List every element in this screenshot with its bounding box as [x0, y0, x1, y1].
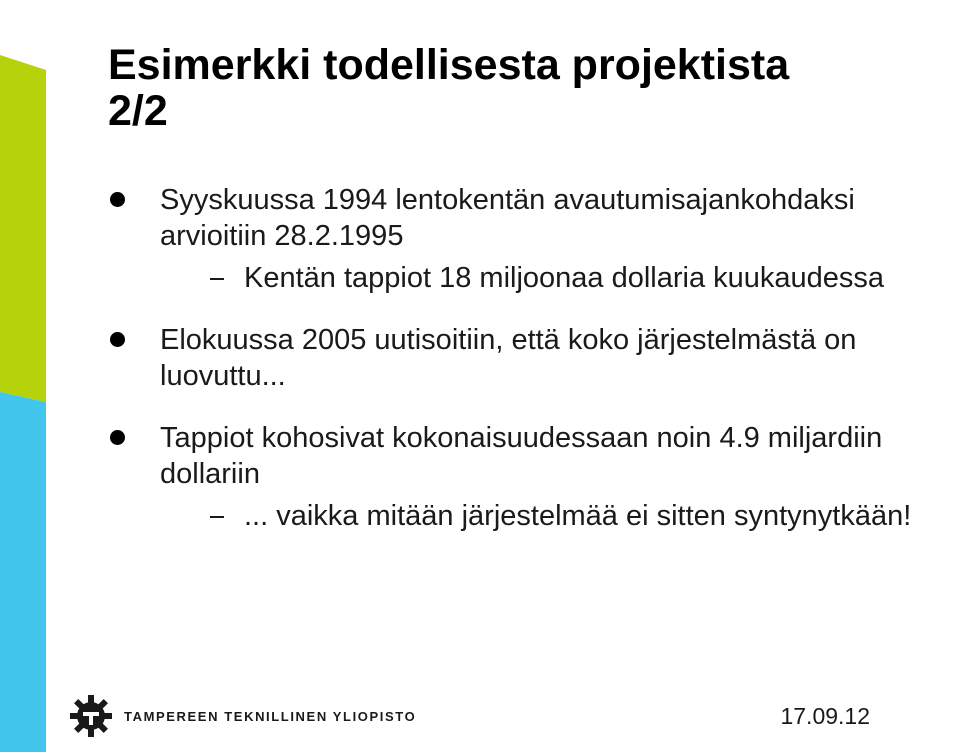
university-logo	[68, 692, 416, 740]
page-title	[108, 42, 948, 134]
bullet-item	[108, 420, 958, 534]
sub-bullet-item	[160, 260, 958, 296]
logo-text: TAMPEREEN TEKNILLINEN YLIOPISTO	[124, 708, 417, 724]
accent-cyan-band	[0, 392, 46, 752]
accent-bar-graphic	[0, 0, 50, 752]
title-line-2: 2/2	[108, 87, 168, 135]
dash-icon	[210, 278, 224, 280]
slide-date: 17.09.12	[780, 703, 870, 729]
sub-bullet-text: Kentän tappiot 18 miljoonaa dollaria kuukaudessa	[244, 262, 885, 294]
bullet-text: Tappiot kohosivat kokonaisuudessaan noin 4.9 miljardiin dollariin	[160, 422, 883, 490]
dash-icon	[210, 516, 224, 518]
bullet-list	[108, 182, 958, 534]
accent-green-band	[0, 55, 46, 402]
sub-bullet-item	[160, 498, 958, 534]
bullet-text: Syyskuussa 1994 lentokentän avautumisajankohdaksi arvioitiin 28.2.1995	[160, 184, 855, 252]
bullet-item	[108, 182, 958, 296]
sub-bullet-text: ... vaikka mitään järjestelmää ei sitten syntynytkään!	[244, 500, 912, 532]
bullet-item	[108, 322, 958, 394]
bullet-dot-icon	[110, 332, 125, 347]
accent-bar	[0, 0, 50, 752]
bullet-text: Elokuussa 2005 uutisoitiin, että koko järjestelmästä on luovuttu...	[160, 324, 857, 392]
gear-icon	[68, 693, 114, 739]
bullet-dot-icon	[110, 192, 125, 207]
title-line-1: Esimerkki todellisesta projektista	[108, 41, 790, 89]
bullet-dot-icon	[110, 430, 125, 445]
